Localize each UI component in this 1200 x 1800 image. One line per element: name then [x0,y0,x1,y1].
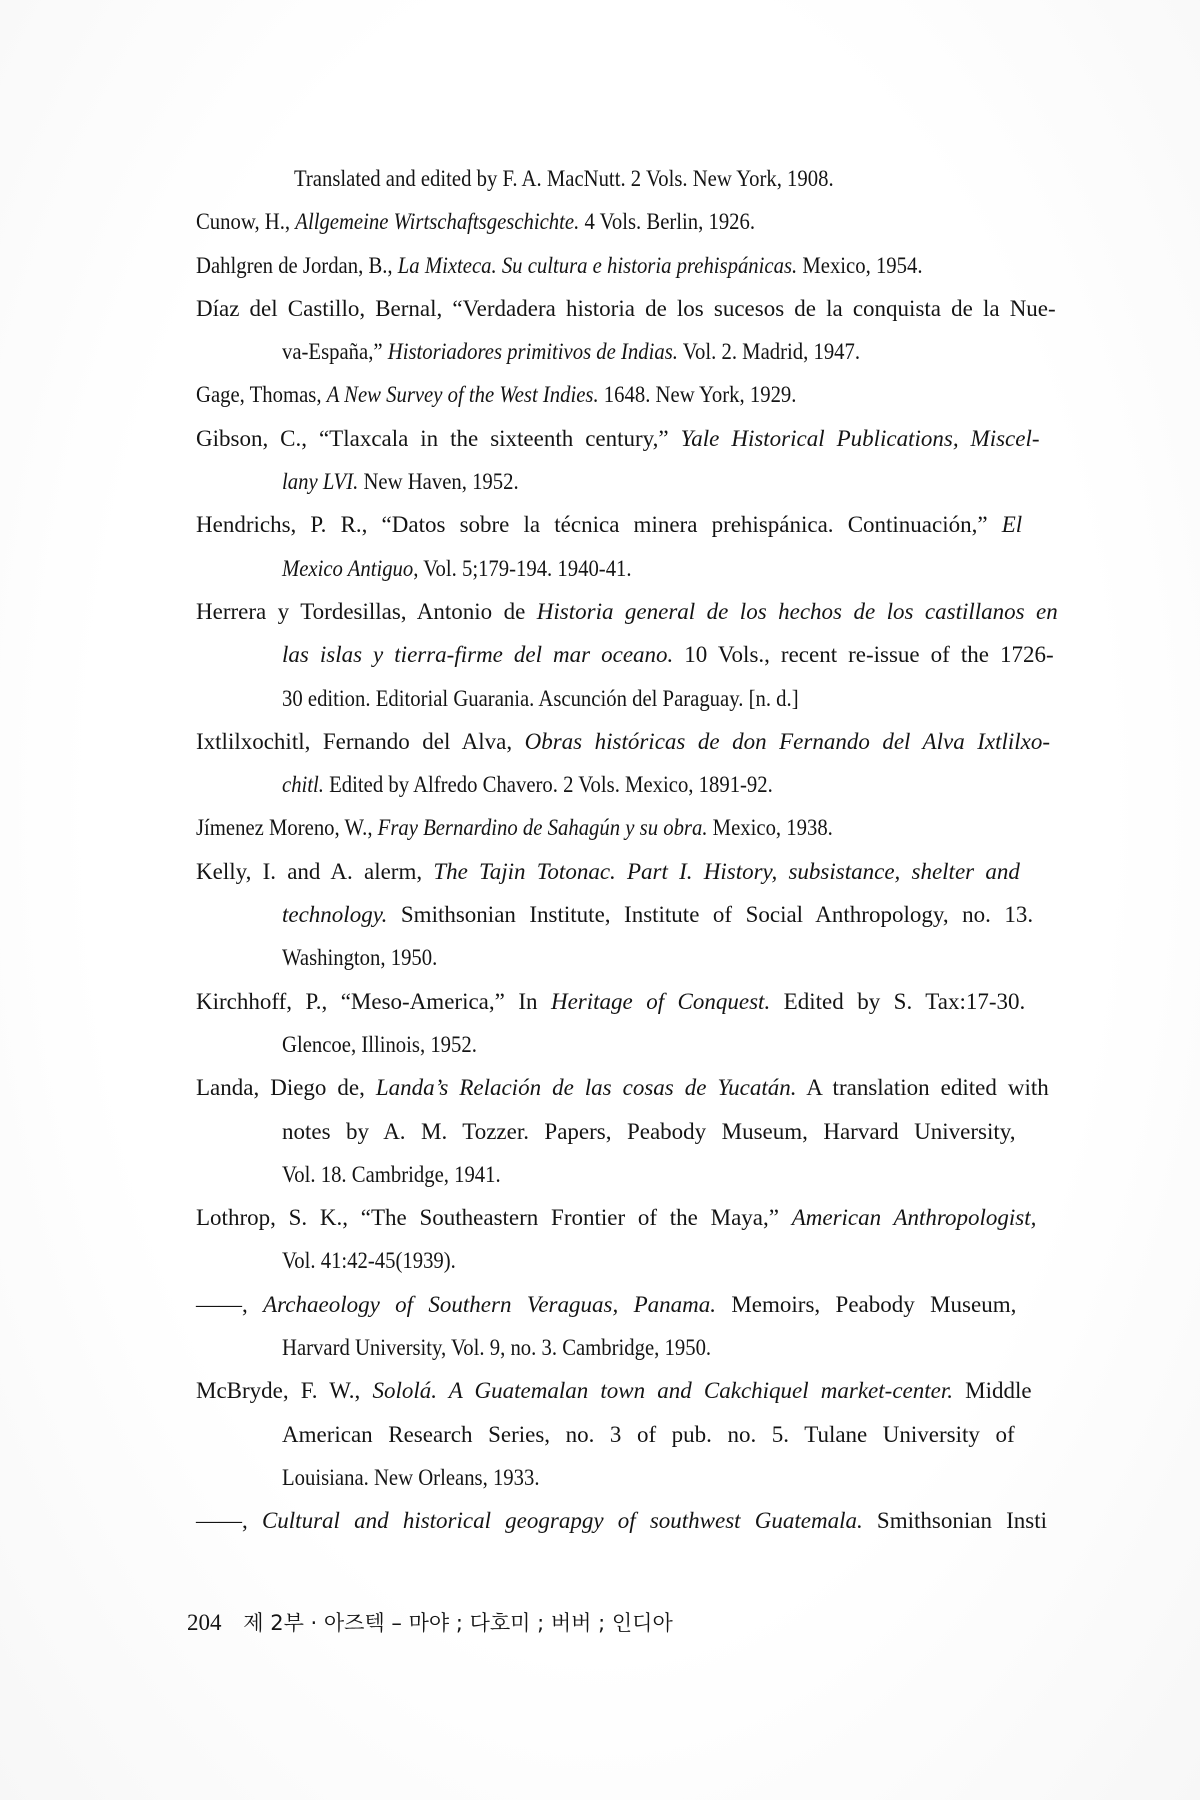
bibliography-line [196,1023,1064,1066]
bibliography-line [196,157,1064,200]
line-text [282,936,437,979]
line-text [196,503,1022,546]
citation-text: Mexico, 1954. [797,252,923,278]
bibliography-line [196,850,1064,893]
line-text [282,633,1054,676]
italic-title-text: Yale Historical Publications, Miscel- [680,425,1040,451]
bibliography-line [196,633,1064,676]
citation-text: Smithsonian Insti [862,1508,1048,1534]
citation-text: Cunow, H., [196,209,296,235]
bibliography-body [196,157,1064,1543]
citation-text: 10 Vols., recent re-issue of the 1726- [673,642,1054,668]
citation-text: Translated and edited by F. A. MacNutt. 2 Vols. New York, 1908. [294,166,834,191]
bibliography-line [196,503,1064,546]
bibliography-line [196,200,1064,243]
citation-text: Middle [952,1378,1032,1404]
line-text [294,157,834,200]
bibliography-line [196,547,1064,590]
citation-text: Washington, 1950. [282,945,438,971]
citation-text: Jímenez Moreno, W., [196,815,378,841]
line-text [196,373,796,416]
citation-text: ——, [196,1291,264,1317]
bibliography-line [196,244,1064,287]
bibliography-line [196,980,1064,1023]
bibliography-line [196,1326,1064,1369]
citation-text: New Haven, 1952. [358,469,519,495]
line-text [196,850,1020,893]
italic-title-text: lany LVI. [282,469,359,495]
citation-text: American Research Series, no. 3 of pub. no. 5. Tulane University of [282,1421,1015,1447]
citation-text: Ixtlilxochitl, Fernando del Alva, [196,728,525,754]
italic-title-text: Archaeology of Southern Veraguas, Panama. [263,1291,716,1317]
citation-text: Kirchhoff, P., “Meso-America,” In [196,988,551,1014]
line-text [282,1413,1015,1456]
line-text [282,1239,456,1282]
italic-title-text: chitl. [282,772,324,798]
italic-title-text: las islas y tierra-firme del mar oceano. [282,642,674,668]
line-text [196,1499,1047,1542]
italic-title-text: La Mixteca. Su cultura e historia prehispánicas. [397,252,798,278]
citation-text: notes by A. M. Tozzer. Papers, Peabody Museum, Harvard University, [282,1118,1016,1144]
page-number: 204 [187,1610,222,1635]
citation-text: Herrera y Tordesillas, Antonio de [196,598,537,624]
citation-text: Kelly, I. and A. alerm, [196,858,434,884]
bibliography-line [196,1066,1064,1109]
line-text [282,1326,711,1369]
italic-title-text: technology. [282,902,388,928]
page-footer [187,1605,673,1641]
line-text [196,417,1040,460]
citation-text: Smithsonian Institute, Institute of Social Anthropology, no. 13. [387,902,1034,928]
bibliography-line [196,806,1064,849]
bibliography-line [196,330,1064,373]
italic-title-text: The Tajin Totonac. Part I. History, subsistance, shelter and [433,858,1020,884]
citation-text: , Vol. 5;179-194. 1940-41. [413,555,632,581]
citation-text: Edited by Alfredo Chavero. 2 Vols. Mexico, 1891-92. [323,772,773,798]
citation-text: Gibson, C., “Tlaxcala in the sixteenth century,” [196,425,681,451]
line-text [196,806,833,849]
line-text [282,677,799,720]
bibliography-line [196,1153,1064,1196]
line-text [282,893,1033,936]
bibliography-line [196,417,1064,460]
citation-text: 30 edition. Editorial Guarania. Ascunción del Paraguay. [n. d.] [282,685,799,711]
citation-text: Mexico, 1938. [707,815,833,841]
citation-text: McBryde, F. W., [196,1378,373,1404]
line-text [196,590,1058,633]
citation-text: Louisiana. New Orleans, 1933. [282,1464,540,1490]
citation-text: Díaz del Castillo, Bernal, “Verdadera historia de los sucesos de la conquista de la Nue- [196,295,1056,321]
citation-text: Dahlgren de Jordan, B., [196,252,398,278]
italic-title-text: Obras históricas de don Fernando del Alva Ixtlilxo- [524,728,1051,754]
bibliography-line [196,590,1064,633]
line-text [282,330,860,373]
citation-text: Lothrop, S. K., “The Southeastern Frontier of the Maya,” [196,1205,792,1231]
bibliography-line [196,677,1064,720]
bibliography-line [196,287,1064,330]
citation-text: Glencoe, Illinois, 1952. [282,1031,477,1057]
bibliography-line [196,1369,1064,1412]
italic-title-text: Mexico Antiguo [282,555,414,581]
citation-text: Harvard University, Vol. 9, no. 3. Cambridge, 1950. [282,1335,712,1361]
citation-text: va-España,” [282,339,388,365]
italic-title-text: Heritage of Conquest. [550,988,771,1014]
italic-title-text: Landa’s Relación de las cosas de Yucatán. [375,1075,797,1101]
citation-text: 1648. New York, 1929. [598,382,797,408]
line-text [196,287,1056,330]
bibliography-line [196,1413,1064,1456]
italic-title-text: Cultural and historical geograpgy of southwest Guatemala. [261,1508,863,1534]
bibliography-line [196,1283,1064,1326]
italic-title-text: American Anthropologist, [791,1205,1037,1231]
line-text [196,244,923,287]
citation-text: Edited by S. Tax:17-30. [770,988,1026,1014]
bibliography-line [196,763,1064,806]
italic-title-text: Allgemeine Wirtschaftsgeschichte. [295,209,580,235]
citation-text: Memoirs, Peabody Museum, [715,1291,1017,1317]
citation-text: Vol. 2. Madrid, 1947. [677,339,861,365]
line-text [196,1283,1016,1326]
italic-title-text: Historiadores primitivos de Indias. [387,339,678,365]
bibliography-line [196,936,1064,979]
bibliography-line [196,373,1064,416]
italic-title-text: Fray Bernardino de Sahagún y su obra. [377,815,708,841]
italic-title-text: El [1001,512,1023,538]
bibliography-line [196,1456,1064,1499]
italic-title-text: A New Survey of the West Indies. [326,382,599,408]
line-text [282,1153,501,1196]
line-text [196,1066,1049,1109]
line-text [196,1196,1036,1239]
line-text [282,1023,477,1066]
citation-text: Landa, Diego de, [196,1075,376,1101]
citation-text: Hendrichs, P. R., “Datos sobre la técnica minera prehispánica. Continuación,” [196,512,1002,538]
bibliography-line [196,1499,1064,1542]
bibliography-line [196,460,1064,503]
line-text [196,1369,1032,1412]
line-text [282,460,519,503]
line-text [282,763,773,806]
bibliography-line [196,720,1064,763]
bibliography-line [196,1239,1064,1282]
italic-title-text: Sololá. A Guatemalan town and Cakchiquel market-center. [372,1378,953,1404]
citation-text: 4 Vols. Berlin, 1926. [579,209,756,235]
citation-text: Vol. 18. Cambridge, 1941. [282,1161,501,1187]
running-title: 제 2부 · 아즈텍 – 마야 ; 다호미 ; 버버 ; 인디아 [243,1611,673,1635]
citation-text: A translation edited with [796,1075,1049,1101]
bibliography-line [196,893,1064,936]
bibliography-line [196,1196,1064,1239]
citation-text: Gage, Thomas, [196,382,327,408]
line-text [282,1456,540,1499]
line-text [196,720,1050,763]
citation-text: Vol. 41:42-45(1939). [282,1248,456,1274]
bibliography-line [196,1110,1064,1153]
line-text [282,1110,1016,1153]
citation-text: ——, [196,1508,262,1534]
italic-title-text: Historia general de los hechos de los castillanos en [536,598,1058,624]
line-text [196,980,1025,1023]
line-text [196,200,755,243]
line-text [282,547,632,590]
